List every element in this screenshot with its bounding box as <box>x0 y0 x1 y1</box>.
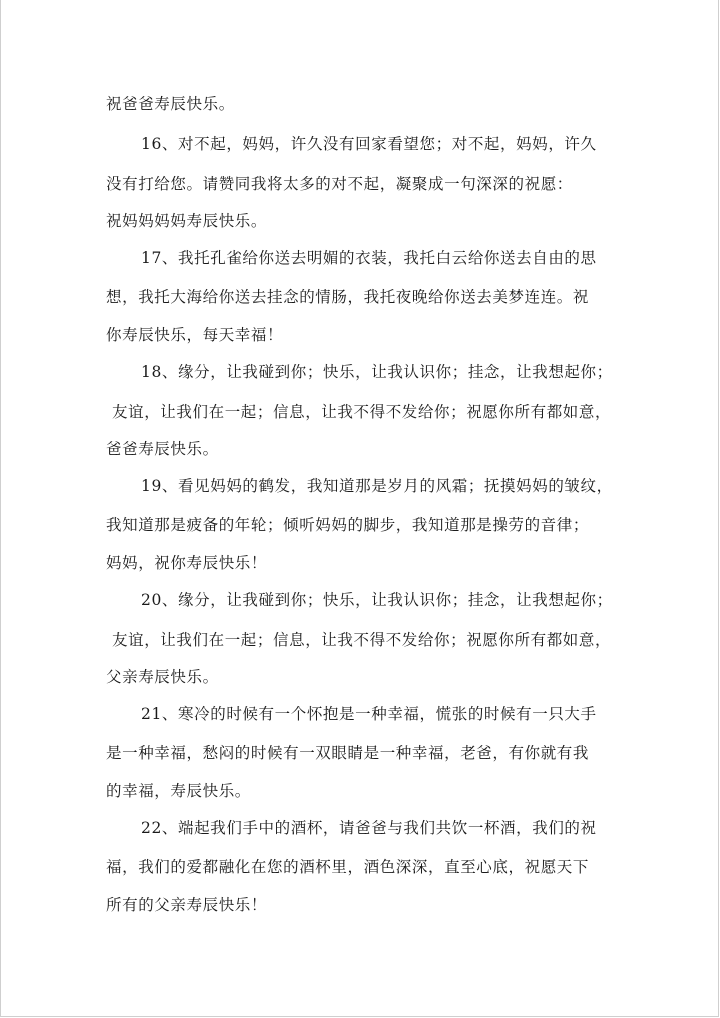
paragraph-18-line-2: 友谊，让我们在一起；信息，让我不得不发给你；祝愿你所有都如意， <box>112 403 612 421</box>
paragraph-16-line-2: 没有打给您。请赞同我将太多的对不起，凝聚成一句深深的祝愿： <box>106 175 573 193</box>
paragraph-20-line-2: 友谊，让我们在一起；信息，让我不得不发给你；祝愿你所有都如意， <box>112 631 612 649</box>
paragraph-19-line-2: 我知道那是疲备的年轮；倾听妈妈的脚步，我知道那是操劳的音律； <box>106 516 590 534</box>
text-line: 祝爸爸寿辰快乐。 <box>106 95 235 113</box>
paragraph-17-line-2: 想，我托大海给你送去挂念的情肠，我托夜晚给你送去美梦连连。祝 <box>106 288 590 306</box>
paragraph-20-line-3: 父亲寿辰快乐。 <box>106 668 219 686</box>
paragraph-19-line-1: 19、看见妈妈的鹤发，我知道那是岁月的风霜；抚摸妈妈的皱纹， <box>141 477 613 495</box>
paragraph-22-line-2: 福，我们的爱都融化在您的酒杯里，酒色深深，直至心底，祝愿天下 <box>106 858 590 876</box>
paragraph-18-line-3: 爸爸寿辰快乐。 <box>106 440 219 458</box>
paragraph-21-line-3: 的幸福，寿辰快乐。 <box>106 782 251 800</box>
paragraph-17-line-3: 你寿辰快乐，每天幸福！ <box>106 326 284 344</box>
paragraph-22-line-3: 所有的父亲寿辰快乐！ <box>106 896 268 914</box>
paragraph-16-line-3: 祝妈妈妈妈寿辰快乐。 <box>106 212 268 230</box>
paragraph-16-line-1: 16、对不起，妈妈，许久没有回家看望您；对不起，妈妈，许久 <box>141 135 597 153</box>
paragraph-21-line-2: 是一种幸福，愁闷的时候有一双眼睛是一种幸福，老爸，有你就有我 <box>106 744 590 762</box>
paragraph-20-line-1: 20、缘分，让我碰到你；快乐，让我认识你；挂念，让我想起你； <box>141 591 613 609</box>
paragraph-21-line-1: 21、寒冷的时候有一个怀抱是一种幸福，慌张的时候有一只大手 <box>141 705 597 723</box>
paragraph-19-line-3: 妈妈，祝你寿辰快乐！ <box>106 554 268 572</box>
paragraph-18-line-1: 18、缘分，让我碰到你；快乐，让我认识你；挂念，让我想起你； <box>141 363 613 381</box>
paragraph-17-line-1: 17、我托孔雀给你送去明媚的衣装，我托白云给你送去自由的思 <box>141 249 597 267</box>
paragraph-22-line-1: 22、端起我们手中的酒杯，请爸爸与我们共饮一杯酒，我们的祝 <box>141 819 597 837</box>
